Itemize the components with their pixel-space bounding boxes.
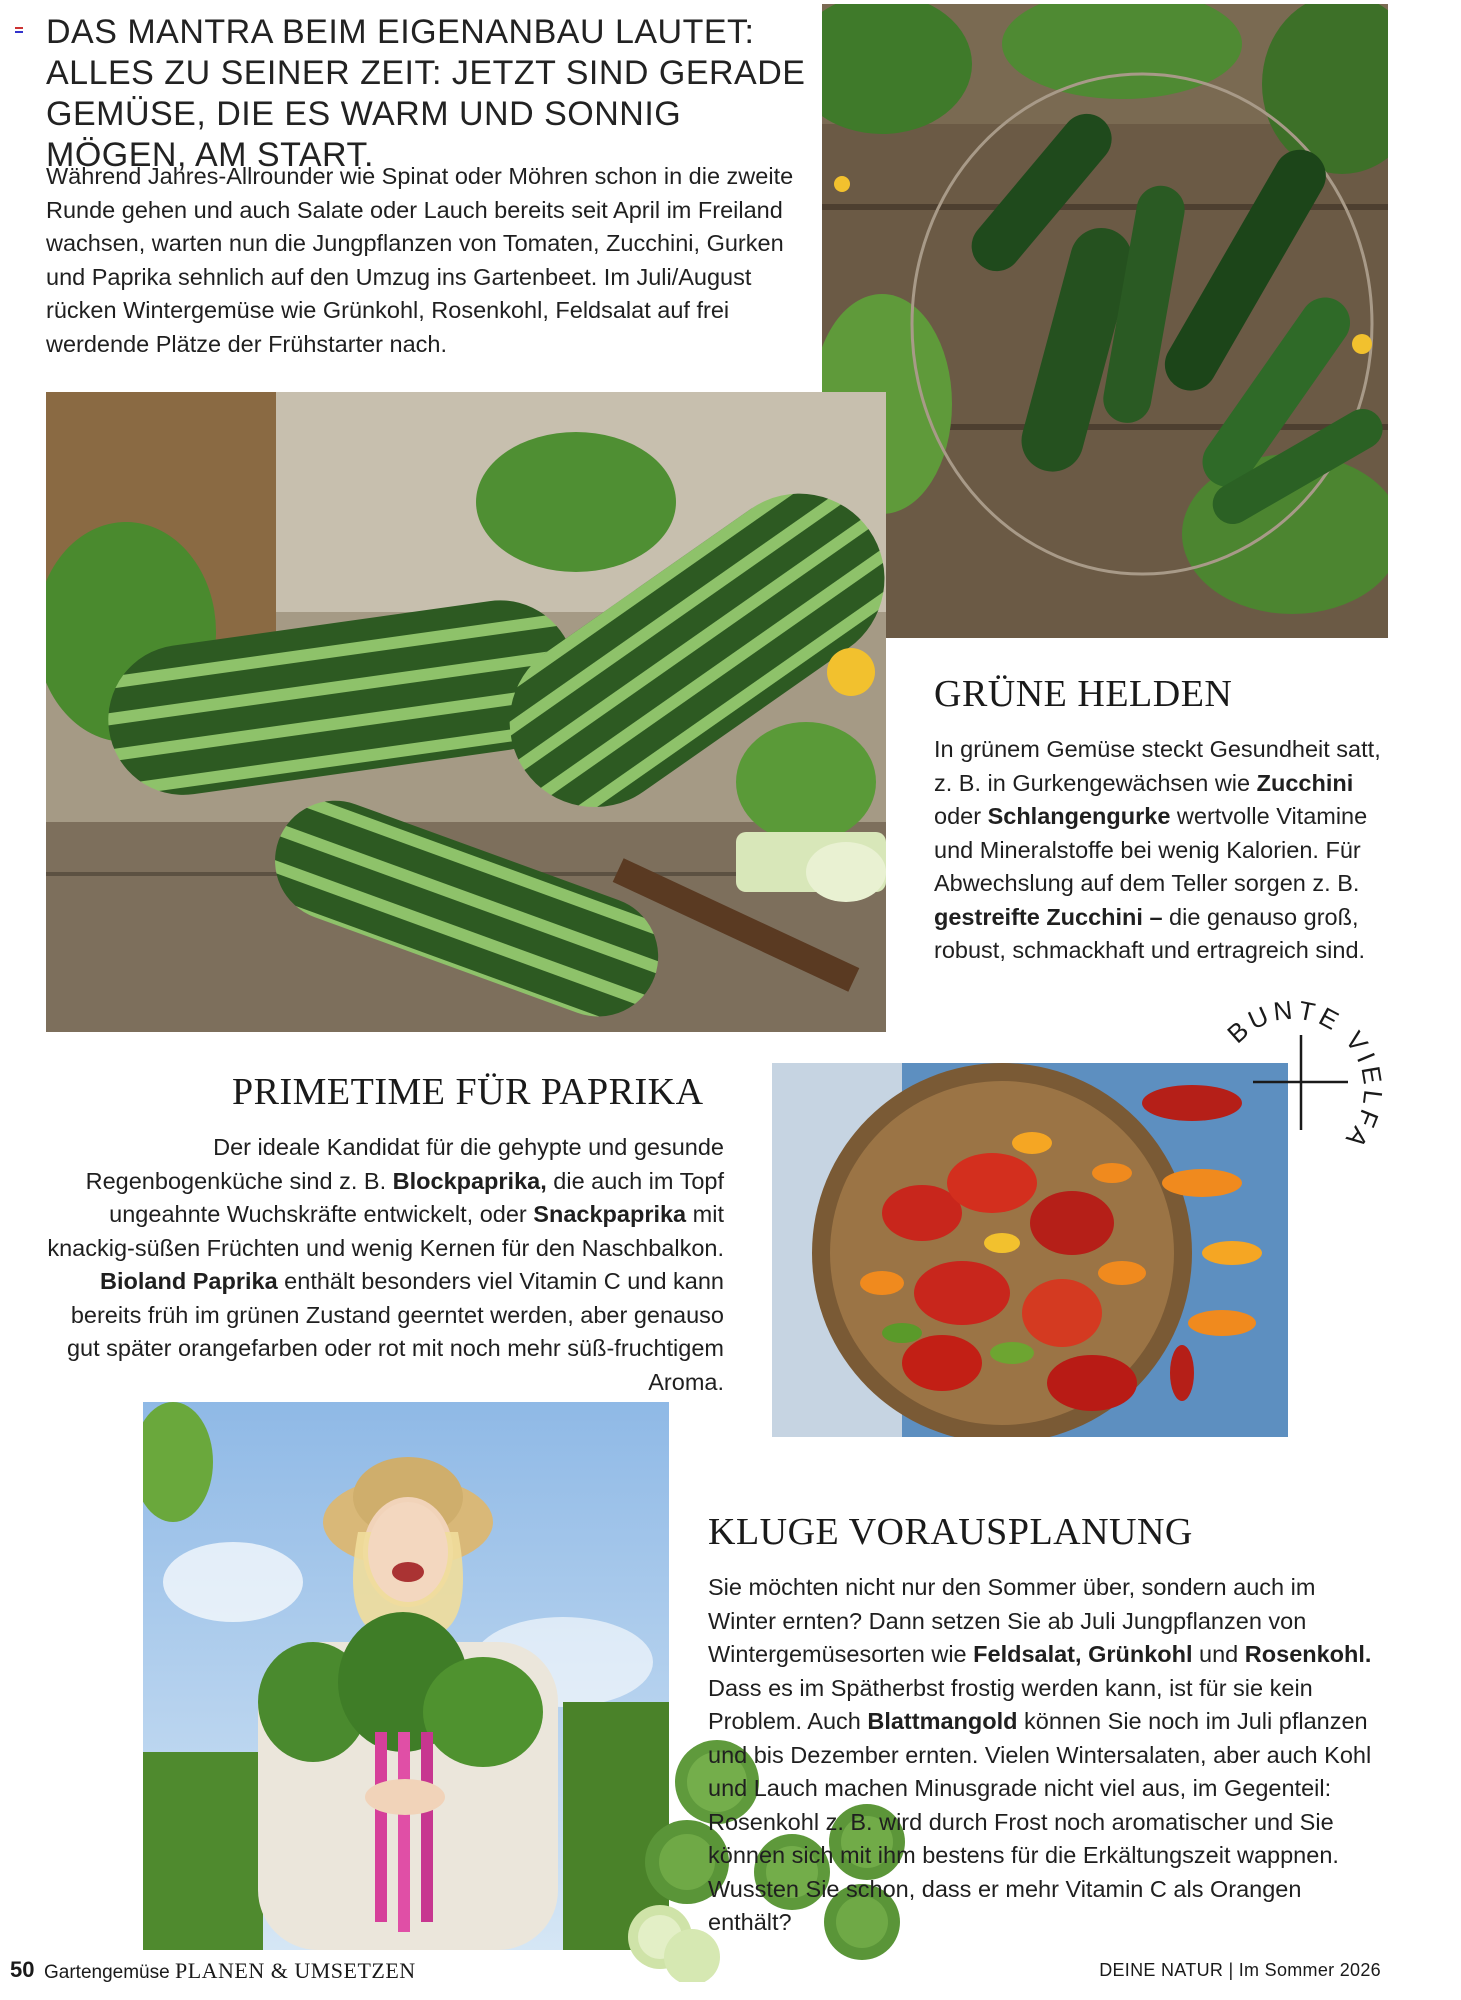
footer-section: PLANEN & UMSETZEN bbox=[174, 1958, 416, 1983]
pepper-basket-photo bbox=[772, 1063, 1288, 1437]
page-number: 50 bbox=[10, 1957, 35, 1982]
intro-text: Während Jahres-Allrounder wie Spinat oder Möhren schon in die zweite Runde gehen und auch Salate oder Lauch bereits seit April im Freiland wachsen, warten nun die Jungpflanzen von Tomaten, Zucchini, Gurken und Paprika sehnlich auf den Umzug ins Gartenbeet. Im Juli/August rücken Wintergemüse wie Grünkohl, Rosenkohl, Feldsalat auf frei werdende Plätze der Frühstarter nach. bbox=[46, 163, 794, 357]
bunte-vielfalt-badge bbox=[1218, 985, 1388, 1155]
gruene-helden-text: In grünem Gemüse steckt Gesundheit satt, z. B. in Gurkengewächsen wie Zucchini oder Schlangengurke wertvolle Vitamine und Mineralstoffe bei wenig Kalorien. Für Abwechslung auf dem Teller sorgen z. B. gestreifte Zucchini – die genauso groß, robust, schmackhaft und ertragreich sind. bbox=[934, 736, 1381, 963]
page-marker bbox=[15, 20, 23, 26]
paprika-text: Der ideale Kandidat für die gehypte und gesunde Regenbogenküche sind z. B. Blockpaprika, die auch im Topf ungeahnte Wuchskräfte entwickelt, oder Snackpaprika mit knackig-süßen Früchten und wenig Kernen für den Naschbalkon. Bioland Paprika enthält besonders viel Vitamin C und kann bereits früh im grünen Zustand geerntet werden, aber genauso gut später orangefarben oder rot mit noch mehr süß-fruchtigem Aroma. bbox=[47, 1134, 724, 1395]
planung-text: Sie möchten nicht nur den Sommer über, sondern auch im Winter ernten? Dann setzen Sie ab Juli Jungpflanzen von Wintergemüsesorten wie Feldsalat, Grünkohl und Rosenkohl. Dass es im Spätherbst frostig werden kann, ist für sie kein Problem. Auch Blattmangold können Sie noch im Juli pflanzen und bis Dezember ernten. Vielen Wintersalaten, aber auch Kohl und Lauch machen Minusgrade nicht viel aus, im Gegenteil: Rosenkohl z. B. wird durch Frost noch aromatischer und Sie können sich mit ihm bestens für die Erkältungszeit wappnen. Wussten Sie schon, dass er mehr Vitamin C als Orangen enthält? bbox=[708, 1574, 1372, 1935]
svg-text:BUNTE VIELFALT bbox=[1218, 985, 1388, 1155]
zucchini-basket-photo bbox=[822, 4, 1388, 638]
planung-heading: KLUGE VORAUSPLANUNG bbox=[708, 1511, 1193, 1553]
footer-section-label bbox=[44, 1958, 416, 1984]
badge-text: BUNTE VIELFA bbox=[1221, 994, 1388, 1155]
intro-heading: DAS MANTRA BEIM EIGENANBAU LAUTET: ALLES ZU SEINER ZEIT: JETZT SIND GERADE GEMÜSE, DIE ES WARM UND SONNIG MÖGEN, AM START. bbox=[46, 13, 806, 174]
striped-zucchini-photo bbox=[46, 392, 886, 1032]
paprika-heading: PRIMETIME FÜR PAPRIKA bbox=[232, 1071, 704, 1113]
woman-with-chard-photo bbox=[143, 1402, 669, 1950]
gruene-helden-heading: GRÜNE HELDEN bbox=[934, 673, 1233, 715]
footer-category: Gartengemüse bbox=[44, 1962, 170, 1983]
footer-magazine: DEINE NATUR | Im Sommer 2026 bbox=[1099, 1960, 1381, 1980]
